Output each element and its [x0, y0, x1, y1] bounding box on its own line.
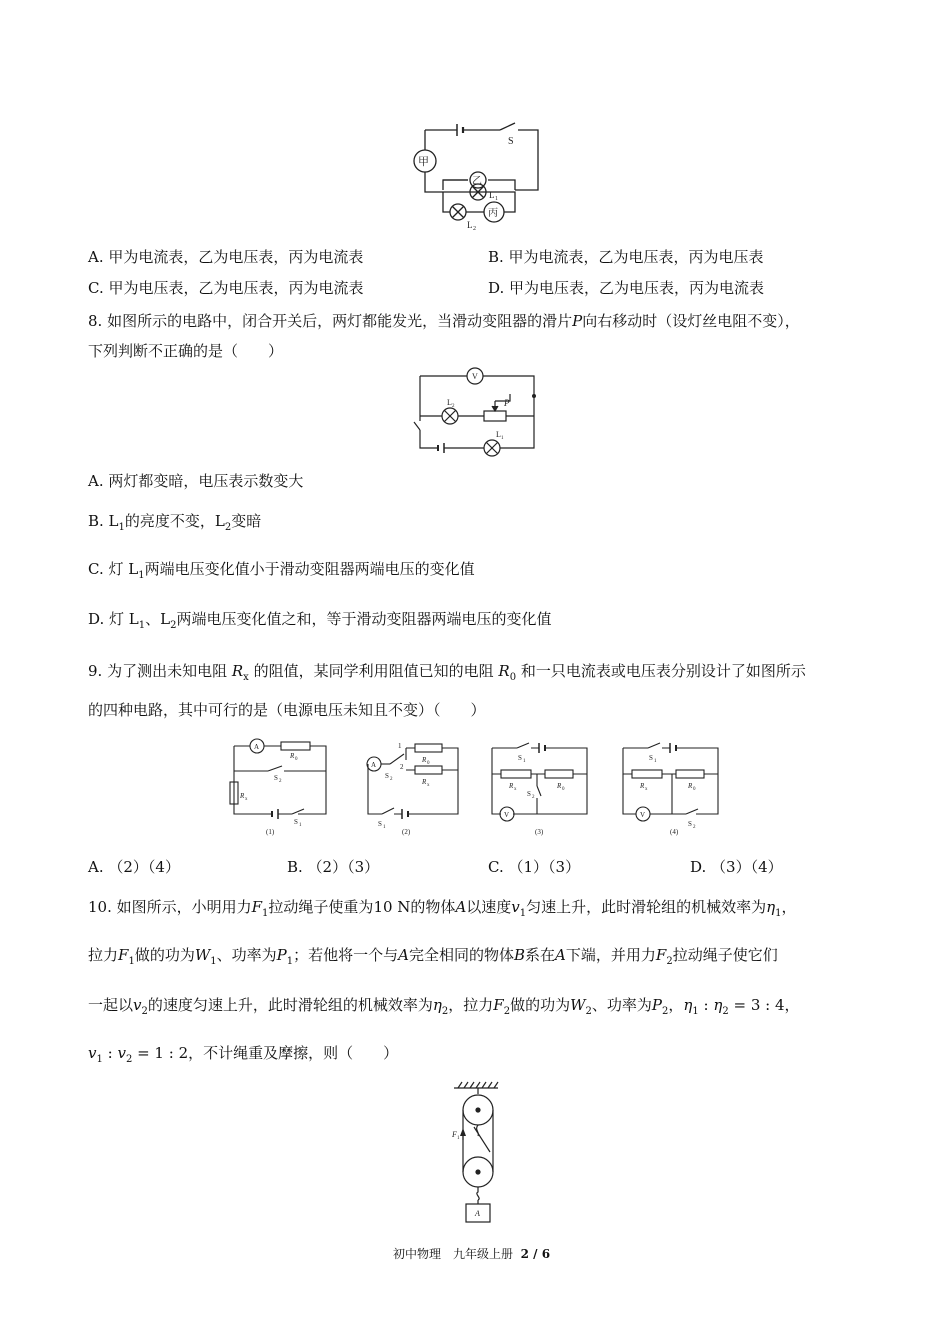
q10-pulley-diagram	[440, 1080, 510, 1225]
svg-text:R: R	[290, 752, 295, 760]
q8-label-l2: L	[447, 398, 452, 407]
q8-label-p: P	[504, 398, 510, 408]
q8-stem-line2: 下列判断不正确的是（ ）	[88, 342, 284, 360]
q8-option-a[interactable]: A. 两灯都变暗，电压表示数变大	[88, 472, 304, 490]
svg-text:V: V	[504, 811, 510, 819]
svg-text:x: x	[514, 787, 517, 792]
svg-text:S: S	[527, 790, 531, 798]
q9-option-c[interactable]: C. （1）（3）	[488, 858, 581, 876]
q10-stem-line1: 10. 如图所示，小明用力$F_1$拉动绳子使重为10 N的物体A以速度$v_1$匀速上升，此时滑轮组的机械效率为$\eta_1$，	[88, 898, 797, 919]
q10-stem-line4: $v_1$ : $v_2 = 1$ : 2，不计绳重及摩擦，则（ ）	[88, 1044, 399, 1065]
svg-text:0: 0	[295, 757, 298, 762]
q9-stem-line2: 的四种电路，其中可行的是（电源电压未知且不变）（ ）	[88, 701, 486, 719]
svg-text:2: 2	[390, 777, 393, 782]
svg-text:R: R	[240, 792, 245, 800]
q9-stem-line1: 9. 为了测出未知电阻 $R_x$ 的阻值，某同学利用阻值已知的电阻 $R_0$ 和一只电流表或电压表分别设计了如图所示	[88, 662, 806, 683]
svg-text:S: S	[274, 774, 278, 782]
q7-circuit-diagram	[405, 120, 555, 232]
svg-text:R: R	[640, 782, 645, 790]
q7-option-c[interactable]: C. 甲为电压表，乙为电压表，丙为电流表	[88, 279, 364, 297]
svg-text:2: 2	[279, 779, 282, 784]
q8-option-b[interactable]: B. $L_1$的亮度不变，$L_2$变暗	[88, 512, 262, 533]
q7-option-a[interactable]: A. 甲为电流表，乙为电压表，丙为电流表	[88, 248, 364, 266]
q9-circuit-2	[360, 736, 465, 836]
svg-text:1: 1	[299, 823, 302, 828]
svg-text:1: 1	[654, 759, 657, 764]
svg-text:S: S	[518, 754, 522, 762]
q9-option-d[interactable]: D. （3）（4）	[690, 858, 783, 876]
q9-circuit-label-1: (1)	[266, 828, 275, 836]
q10-stem-line3: 一起以$v_2$的速度匀速上升，此时滑轮组的机械效率为$\eta_2$，拉力$F_2$做的功为$W_2$、功率为$P_2$，$\eta_1$ : $\eta_2 = 3$ : 4，	[88, 996, 800, 1017]
q9-circuit-label-4: (4)	[670, 828, 679, 836]
svg-text:0: 0	[693, 787, 696, 792]
svg-text:2: 2	[452, 404, 455, 409]
svg-text:R: R	[688, 782, 693, 790]
q10-label-f1: F	[452, 1130, 457, 1139]
q8-label-l1: L	[496, 430, 501, 439]
q9-option-b[interactable]: B. （2）（3）	[287, 858, 380, 876]
svg-text:x: x	[427, 783, 430, 788]
q7-label-jia: 甲	[418, 156, 429, 168]
q7-label-l2: L	[467, 220, 473, 230]
q7-option-d[interactable]: D. 甲为电压表，乙为电压表，丙为电流表	[488, 279, 765, 297]
svg-text:x: x	[645, 787, 648, 792]
svg-text:2: 2	[693, 825, 696, 830]
svg-text:R: R	[509, 782, 514, 790]
svg-text:0: 0	[427, 761, 430, 766]
q8-option-d[interactable]: D. 灯 $L_1$、$L_2$两端电压变化值之和，等于滑动变阻器两端电压的变化值	[88, 610, 552, 631]
q9-option-a[interactable]: A. （2）（4）	[88, 858, 180, 876]
q7-label-switch: S	[508, 136, 514, 147]
q9-circuit-label-2: (2)	[402, 828, 411, 836]
svg-text:1: 1	[495, 196, 498, 202]
svg-text:A: A	[254, 743, 260, 751]
q8-label-v: V	[472, 372, 478, 381]
svg-text:2: 2	[400, 763, 404, 771]
svg-text:0: 0	[562, 787, 565, 792]
svg-text:1: 1	[398, 742, 402, 750]
svg-text:1: 1	[383, 825, 386, 830]
svg-text:1: 1	[501, 436, 504, 441]
q7-label-l1: L	[489, 190, 495, 200]
svg-text:S: S	[688, 820, 692, 828]
svg-text:S: S	[294, 818, 298, 826]
q9-circuit-1	[226, 736, 331, 836]
q9-circuit-label-3: (3)	[535, 828, 544, 836]
page-number: 2 / 6	[520, 1247, 551, 1261]
svg-text:2: 2	[473, 226, 476, 232]
q8-stem-line1: 8. 如图所示的电路中，闭合开关后，两灯都能发光，当滑动变阻器的滑片P向右移动时（设灯丝电阻不变），	[88, 312, 800, 330]
q7-label-bing: 丙	[488, 208, 498, 219]
svg-text:S: S	[385, 772, 389, 780]
q8-circuit-diagram	[410, 366, 545, 458]
svg-text:V: V	[640, 811, 646, 819]
q9-circuit-3	[487, 736, 597, 836]
svg-text:S: S	[378, 820, 382, 828]
q7-label-yi: 乙	[472, 176, 482, 187]
q10-stem-line2: 拉力$F_1$做的功为$W_1$、功率为$P_1$；若他将一个与A完全相同的物体B系在A下端，并用力$F_2$拉动绳子使它们	[88, 946, 778, 967]
q8-option-c[interactable]: C. 灯 $L_1$两端电压变化值小于滑动变阻器两端电压的变化值	[88, 560, 475, 581]
svg-text:R: R	[422, 778, 427, 786]
q9-circuit-4	[618, 736, 728, 836]
svg-text:1: 1	[523, 759, 526, 764]
svg-text:R: R	[422, 756, 427, 764]
page-footer: 初中物理 九年级上册 2 / 6	[393, 1247, 551, 1261]
svg-text:R: R	[557, 782, 562, 790]
svg-text:1: 1	[457, 1136, 460, 1141]
q7-option-b[interactable]: B. 甲为电流表，乙为电压表，丙为电压表	[488, 248, 764, 266]
svg-text:A: A	[371, 761, 377, 769]
svg-text:S: S	[649, 754, 653, 762]
q10-label-a: A	[475, 1209, 480, 1218]
svg-text:2: 2	[532, 795, 535, 800]
svg-text:x: x	[245, 797, 248, 802]
